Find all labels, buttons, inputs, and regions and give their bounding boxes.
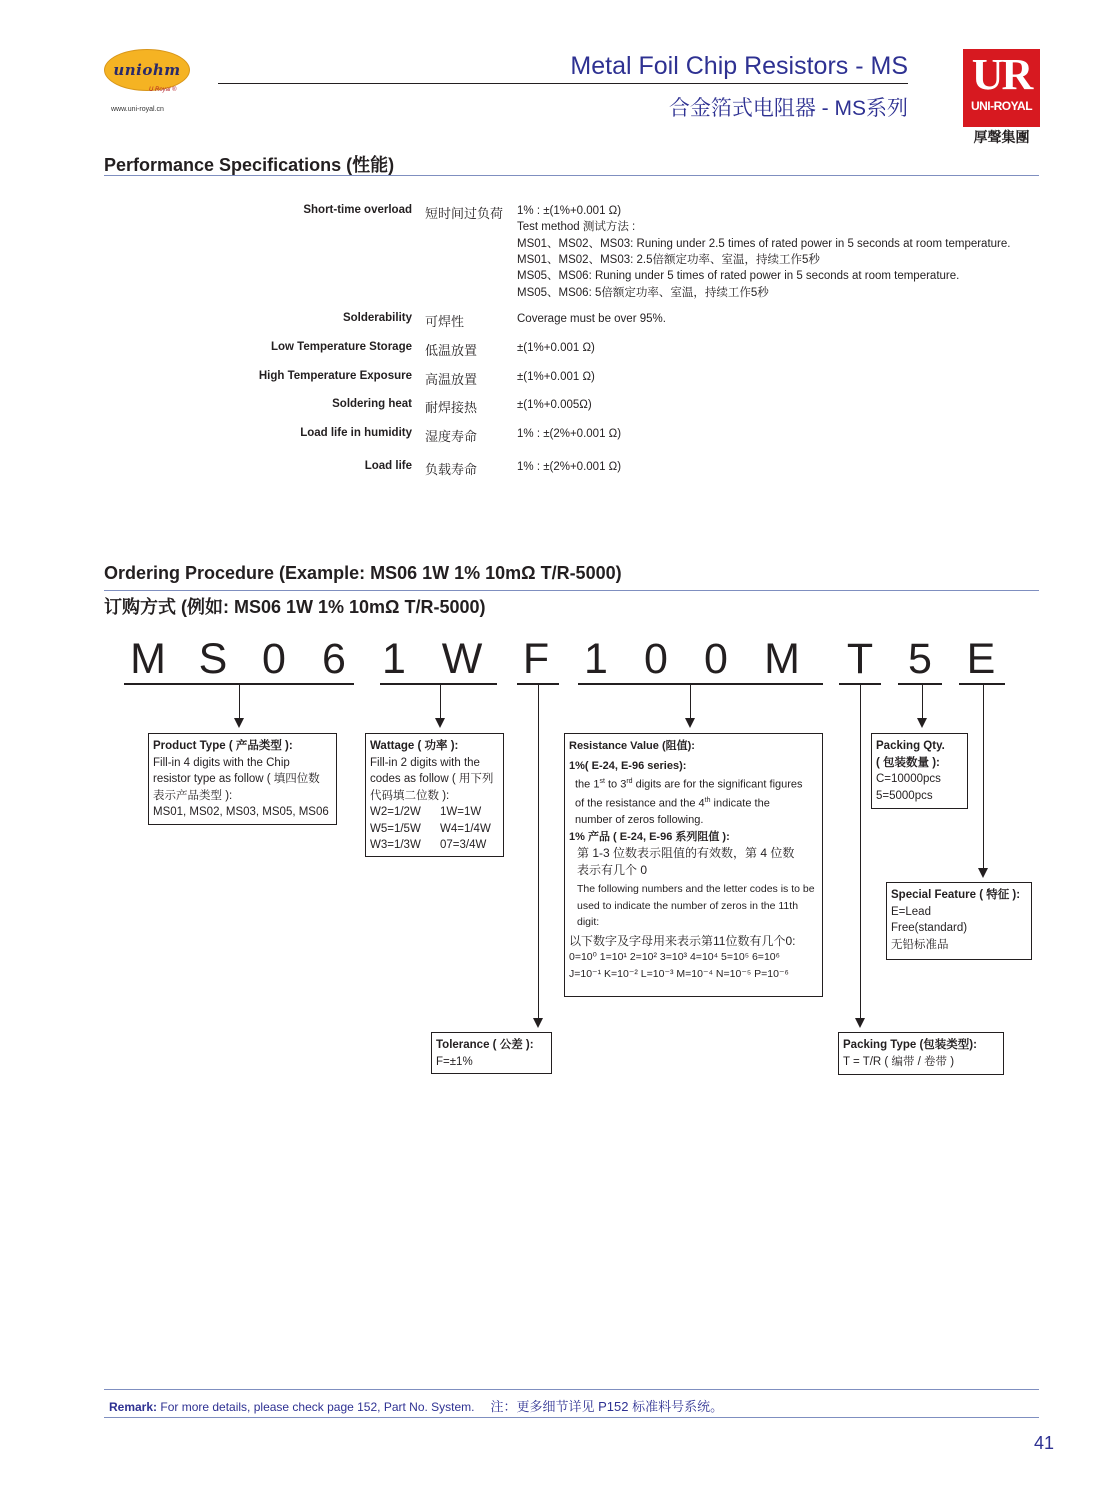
packing-type-box	[838, 1032, 1004, 1075]
resistance-desc-en: number of zeros following.	[575, 814, 704, 827]
special-feature-title: Special Feature ( 特征 ):	[891, 889, 1021, 901]
connector-packing-qty	[922, 685, 923, 720]
resistance-note-cn: 以下数字及字母用来表示第11位数有几个0:	[569, 933, 796, 948]
part-code-char: 1	[584, 635, 608, 683]
tolerance-box	[431, 1032, 552, 1074]
spec-name-en: Short-time overload	[303, 204, 412, 216]
part-code-char: 0	[262, 635, 286, 683]
resistance-desc-cn: 第 1-3 位数表示阻值的有效数，第 4 位数	[577, 846, 795, 861]
wattage-line: codes as follow ( 用下列	[370, 773, 494, 785]
performance-title: Performance Specifications (性能)	[104, 155, 395, 175]
underline-special-feature	[959, 683, 1005, 685]
footer-divider-top	[104, 1389, 1039, 1390]
arrow-down-icon	[435, 718, 445, 728]
remark-text-en: For more details, please check page 152, Part No. System.	[157, 1400, 475, 1414]
spec-name-en: Load life	[364, 460, 412, 472]
ordering-title-en: Ordering Procedure (Example: MS06 1W 1% 10mΩ T/R-5000)	[104, 563, 622, 583]
resistance-note-en: The following numbers and the letter codes is to be	[577, 883, 815, 896]
arrow-down-icon	[234, 718, 244, 728]
spec-name-cn: 低温放置	[425, 343, 478, 358]
resistance-desc-en: of the resistance and the 4th indicate the	[575, 797, 770, 810]
remark-text-cn: 注：更多细节详见 P152 标准料号系统。	[490, 1399, 724, 1414]
ordering-title-cn: 订购方式 (例如: MS06 1W 1% 10mΩ T/R-5000)	[104, 597, 486, 617]
remark-label: Remark:	[109, 1400, 158, 1414]
part-code-char: 6	[322, 635, 346, 683]
part-code-char: E	[966, 635, 996, 683]
spec-name-cn: 耐焊接热	[425, 400, 478, 415]
packing-type-title: Packing Type (包装类型):	[843, 1039, 977, 1051]
connector-wattage	[440, 685, 441, 720]
title-divider	[218, 83, 908, 84]
part-code-char: 1	[382, 635, 406, 683]
arrow-down-icon	[533, 1018, 543, 1028]
connector-special-feature	[983, 685, 984, 870]
wattage-title: Wattage ( 功率 ):	[370, 740, 459, 752]
wattage-code-row	[370, 837, 499, 854]
part-code-char: 0	[644, 635, 668, 683]
underline-wattage	[380, 683, 497, 685]
part-code-char: W	[441, 635, 483, 683]
packing-qty-title-cn: ( 包装数量 ):	[876, 756, 940, 769]
special-feature-line: 无铅标准品	[891, 938, 949, 951]
product-type-box	[148, 733, 337, 825]
wattage-line: 代码填二位数 ):	[370, 789, 450, 802]
spec-name-cn: 高温放置	[425, 372, 478, 387]
resistance-note-en: used to indicate the number of zeros in the 11th	[577, 899, 799, 912]
product-type-line: Fill-in 4 digits with the Chip	[153, 756, 290, 769]
spec-value: MS01、MS02、MS03: 2.5倍额定功率、室温，持续工作5秒	[517, 253, 820, 266]
spec-value: MS05、MS06: Runing under 5 times of rated power in 5 seconds at room temperature.	[517, 270, 960, 283]
product-type-line: resistor type as follow ( 填四位数	[153, 773, 320, 785]
uni-royal-logo	[963, 49, 1040, 127]
connector-packing-type	[860, 685, 861, 1020]
connector-tolerance	[538, 685, 539, 1020]
resistance-note-en: digit:	[577, 916, 600, 929]
packing-qty-line: 5=5000pcs	[876, 789, 933, 802]
part-code-char: T	[846, 635, 874, 683]
special-feature-line: E=Lead	[891, 905, 931, 918]
packing-qty-box	[871, 733, 968, 809]
spec-value: 1% : ±(2%+0.001 Ω)	[517, 461, 622, 473]
part-code-char: M	[764, 635, 800, 683]
spec-name-en: High Temperature Exposure	[258, 370, 412, 382]
connector-product-type	[239, 685, 240, 720]
resistance-title: Resistance Value (阻值):	[569, 740, 695, 752]
resistance-value-box	[564, 733, 823, 997]
wattage-code: 07=3/4W	[440, 839, 487, 851]
spec-value: 1% : ±(1%+0.001 Ω)	[517, 205, 622, 217]
website-url: www.uni-royal.cn	[111, 106, 164, 113]
tolerance-line: F=±1%	[436, 1055, 473, 1068]
wattage-code: W3=1/3W	[370, 839, 421, 851]
packing-qty-line: C=10000pcs	[876, 773, 941, 785]
spec-value: MS01、MS02、MS03: Runing under 2.5 times of rated power in 5 seconds at room temperature.	[517, 237, 1011, 250]
underline-resistance	[578, 683, 823, 685]
brand-letters: UR	[971, 50, 1032, 99]
part-code-char: 0	[704, 635, 728, 683]
page-title-cn: 合金箔式电阻器 - MS系列	[668, 97, 908, 120]
part-code-char: F	[522, 635, 550, 683]
part-code-char: S	[198, 635, 228, 683]
wattage-line: Fill-in 2 digits with the	[370, 756, 480, 769]
remark	[109, 1396, 723, 1415]
wattage-code: W2=1/2W	[370, 806, 421, 818]
footer-divider-bottom	[104, 1417, 1039, 1418]
page-title-en: Metal Foil Chip Resistors - MS	[570, 52, 908, 80]
spec-name-cn: 负载寿命	[425, 462, 478, 477]
arrow-down-icon	[685, 718, 695, 728]
ordering-divider	[104, 590, 1039, 591]
spec-value: ±(1%+0.001 Ω)	[517, 371, 595, 383]
spec-name-en: Low Temperature Storage	[270, 341, 412, 353]
special-feature-box	[886, 882, 1032, 960]
wattage-code: W5=1/5W	[370, 822, 421, 835]
performance-divider	[104, 175, 1039, 176]
part-code-char: M	[130, 635, 166, 683]
brand-name-cn: 厚聲集團	[973, 129, 1030, 145]
wattage-code: W4=1/4W	[440, 822, 491, 835]
spec-value: Test method 测试方法 :	[517, 221, 636, 234]
part-code-char: 5	[908, 635, 932, 683]
arrow-down-icon	[917, 718, 927, 728]
wattage-code-row	[370, 821, 499, 838]
logo-text: uniohm	[113, 61, 181, 79]
product-type-line: MS01, MS02, MS03, MS05, MS06	[153, 806, 329, 818]
product-type-line: 表示产品类型 ):	[153, 789, 233, 802]
packing-qty-title: Packing Qty.	[876, 740, 945, 752]
product-type-title: Product Type ( 产品类型 ):	[153, 740, 293, 752]
page-number: 41	[1033, 1433, 1054, 1453]
resistance-series-en: 1%( E-24, E-96 series):	[569, 759, 687, 772]
resistance-desc-cn: 表示有几个 0	[577, 862, 648, 877]
spec-name-cn: 可焊性	[425, 314, 465, 329]
wattage-code: 1W=1W	[440, 806, 482, 818]
tolerance-title: Tolerance ( 公差 ):	[436, 1039, 534, 1051]
wattage-code-row	[370, 804, 499, 821]
underline-packing-qty	[898, 683, 942, 685]
logo-tagline: U Royal ®	[149, 87, 177, 93]
spec-name-cn: 湿度寿命	[425, 429, 478, 444]
spec-name-cn: 短时间过负荷	[425, 206, 504, 221]
packing-type-line: T = T/R ( 编带 / 卷带 )	[843, 1055, 955, 1068]
spec-value: Coverage must be over 95%.	[517, 313, 666, 325]
spec-value: MS05、MS06: 5倍额定功率、室温，持续工作5秒	[517, 286, 769, 299]
spec-value: ±(1%+0.001 Ω)	[517, 342, 595, 354]
arrow-down-icon	[855, 1018, 865, 1028]
resistance-codes: J=10⁻¹ K=10⁻² L=10⁻³ M=10⁻⁴ N=10⁻⁵ P=10⁻⁶	[569, 967, 789, 980]
spec-name-en: Load life in humidity	[300, 427, 412, 439]
resistance-desc-en: the 1st to 3rd digits are for the significant figures	[575, 778, 803, 791]
connector-resistance	[690, 685, 691, 720]
spec-value: 1% : ±(2%+0.001 Ω)	[517, 428, 622, 440]
wattage-box	[365, 733, 504, 857]
spec-name-en: Solderability	[342, 312, 412, 324]
brand-name: UNI-ROYAL	[970, 99, 1033, 113]
spec-name-en: Soldering heat	[332, 398, 412, 410]
resistance-series-cn: 1% 产品 ( E-24, E-96 系列阻值 ):	[569, 830, 730, 843]
resistance-codes: 0=10⁰ 1=10¹ 2=10² 3=10³ 4=10⁴ 5=10⁵ 6=10⁶	[569, 951, 780, 964]
special-feature-line: Free(standard)	[891, 922, 968, 934]
uniohm-logo	[104, 49, 190, 91]
spec-value: ±(1%+0.005Ω)	[517, 399, 592, 411]
arrow-down-icon	[978, 868, 988, 878]
